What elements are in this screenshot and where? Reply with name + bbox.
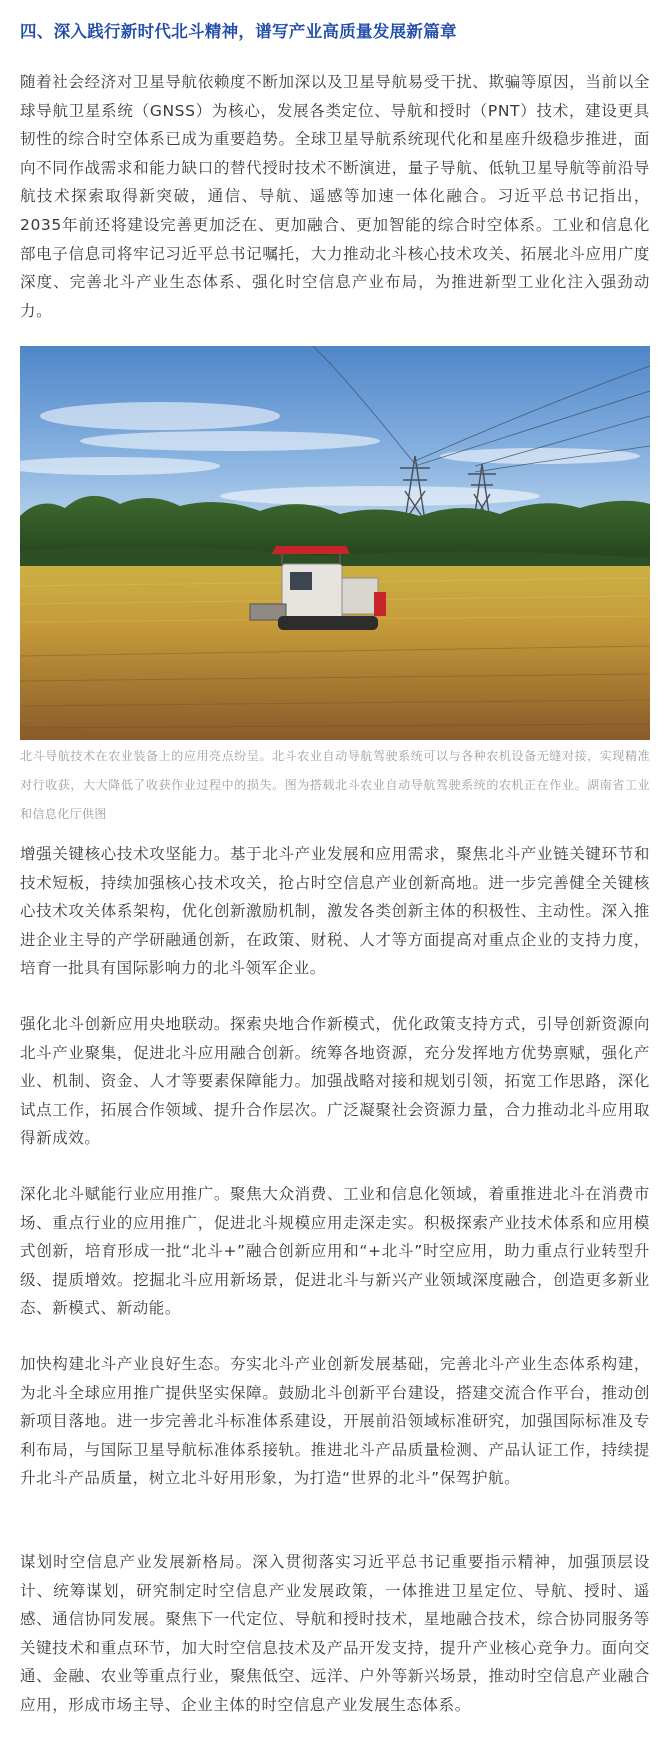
- paragraph-industry-application: 深化北斗赋能行业应用推广。聚焦大众消费、工业和信息化领域，着重推进北斗在消费市场、重点行业的应用推广，促进北斗规模应用走深走实。积极探索产业技术体系和应用模式创新，培育形成一批“北斗+”融合创新应用和“+北斗”时空应用，助力重点行业转型升级、提质增效。挖掘北斗应用新场景，促进北斗与新兴产业领域深度融合，创造更多新业态、新模式、新动能。: [20, 1185, 650, 1318]
- paragraph-spatiotemporal: 谋划时空信息产业发展新格局。深入贯彻落实习近平总书记重要指示精神，加强顶层设计、统筹谋划，研究制定时空信息产业发展政策，一体推进卫星定位、导航、授时、遥感、通信协同发展。聚焦下一代定位、导航和授时技术，星地融合技术，综合协同服务等关键技术和重点环节，加大时空信息技术及产品开发支持，提升产业核心竞争力。面向交通、金融、农业等重点行业，聚焦低空、远洋、户外等新兴场景，推动时空信息产业融合应用，形成市场主导、企业主体的时空信息产业发展生态体系。: [20, 1553, 650, 1714]
- section-heading: 四、深入践行新时代北斗精神，谱写产业高质量发展新篇章: [20, 22, 457, 41]
- paragraph-central-local: 强化北斗创新应用央地联动。探索央地合作新模式，优化政策支持方式，引导创新资源向北斗产业聚集，促进北斗应用融合创新。统筹各地资源，充分发挥地方优势禀赋，强化产业、机制、资金、人才等要素保障能力。加强战略对接和规划引领，拓宽工作思路，深化试点工作，拓展合作领域、提升合作层次。广泛凝聚社会资源力量，合力推动北斗应用取得新成效。: [20, 1015, 650, 1148]
- paragraph-intro: 随着社会经济对卫星导航依赖度不断加深以及卫星导航易受干扰、欺骗等原因，当前以全球导航卫星系统（GNSS）为核心，发展各类定位、导航和授时（PNT）技术，建设更具韧性的综合时空体系已成为重要趋势。全球卫星导航系统现代化和星座升级稳步推进，面向不同作战需求和能力缺口的替代授时技术不断演进，量子导航、低轨卫星导航等前沿导航技术探索取得新突破，通信、导航、遥感等加速一体化融合。习近平总书记指出，2035年前还将建设完善更加泛在、更加融合、更加智能的综合时空体系。工业和信息化部电子信息司将牢记习近平总书记嘱托，大力推动北斗核心技术攻关、拓展北斗应用广度深度、完善北斗产业生态体系、强化时空信息产业布局，为推进新型工业化注入强劲动力。: [20, 73, 650, 320]
- paragraph-core-tech: 增强关键核心技术攻坚能力。基于北斗产业发展和应用需求，聚焦北斗产业链关键环节和技术短板，持续加强核心技术攻关，抢占时空信息产业创新高地。进一步完善健全关键核心技术攻关体系架构，优化创新激励机制，激发各类创新主体的积极性、主动性。深入推进企业主导的产学研融通创新，在政策、财税、人才等方面提高对重点企业的支持力度，培育一批具有国际影响力的北斗领军企业。: [20, 845, 650, 978]
- photo-caption: 北斗导航技术在农业装备上的应用亮点纷呈。北斗农业自动导航驾驶系统可以与各种农机设备无缝对接，实现精准对行收获，大大降低了收获作业过程中的损失。图为搭载北斗农业自动导航驾驶系统的农机正在作业。湖南省工业和信息化厅供图: [20, 749, 650, 821]
- article-photo: [20, 346, 650, 740]
- paragraph-ecosystem: 加快构建北斗产业良好生态。夯实北斗产业创新发展基础，完善北斗产业生态体系构建，为北斗全球应用推广提供坚实保障。鼓励北斗创新平台建设，搭建交流合作平台，推动创新项目落地。进一步完善北斗标准体系建设，开展前沿领域标准研究，加强国际标准及专利布局，与国际卫星导航标准体系接轨。推进北斗产品质量检测、产品认证工作，持续提升北斗产品质量，树立北斗好用形象，为打造“世界的北斗”保驾护航。: [20, 1355, 650, 1488]
